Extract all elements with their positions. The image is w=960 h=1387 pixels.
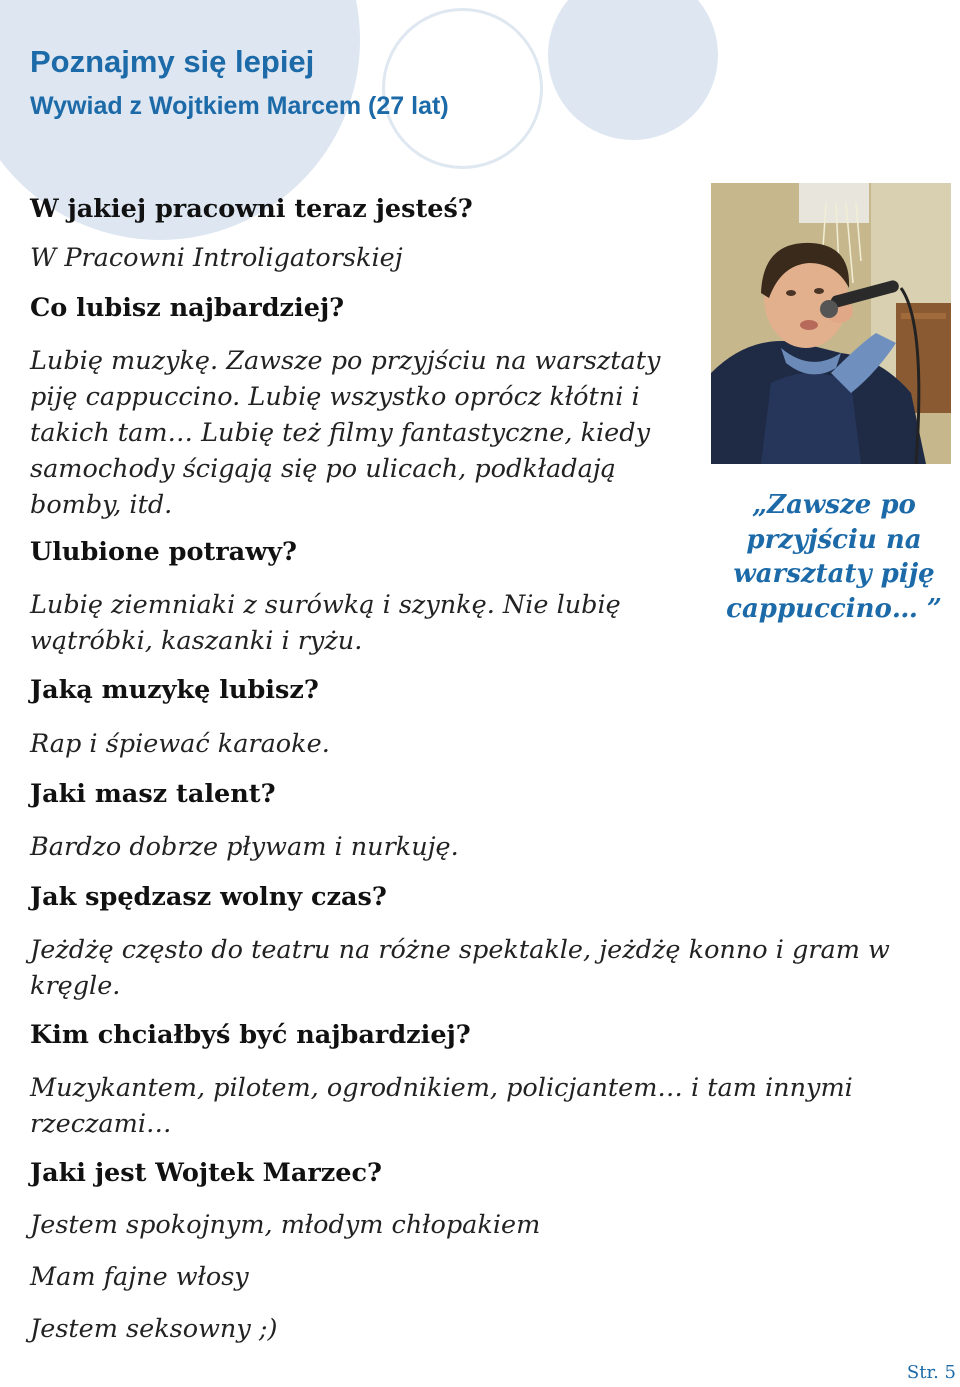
question-free-time: Jak spędzasz wolny czas? — [30, 882, 387, 912]
answer-free-time: Jeżdżę często do teatru na różne spektakle, jeżdżę konno i gram w kręgle. — [30, 935, 890, 1001]
portrait-photo-icon — [711, 183, 951, 464]
answer-food: Lubię ziemniaki z surówką i szynkę. Nie lubię wątróbki, kaszanki i ryżu. — [30, 590, 621, 656]
question-music: Jaką muzykę lubisz? — [30, 675, 319, 705]
question-food: Ulubione potrawy? — [30, 537, 297, 567]
answer-who-2: Mam fajne włosy — [30, 1262, 249, 1292]
answer-talent: Bardzo dobrze pływam i nurkuję. — [30, 832, 459, 862]
question-dream: Kim chciałbyś być najbardziej? — [30, 1020, 471, 1050]
question-talent: Jaki masz talent? — [30, 779, 276, 809]
answer-who-3: Jestem seksowny ;) — [30, 1314, 278, 1344]
decorative-circle-outline — [382, 8, 543, 169]
answer-who-1: Jestem spokojnym, młodym chłopakiem — [30, 1210, 541, 1240]
question-workshop: W jakiej pracowni teraz jesteś? — [30, 194, 473, 224]
question-likes: Co lubisz najbardziej? — [30, 293, 345, 323]
page-number: Str. 5 — [906, 1362, 956, 1383]
pull-quote: „Zawsze po przyjściu na warsztaty piję cappuccino… ” — [726, 490, 942, 624]
answer-dream: Muzykantem, pilotem, ogrodnikiem, policjantem… i tam innymi rzeczami… — [30, 1073, 853, 1139]
page-title: Poznajmy się lepiej — [30, 44, 315, 79]
answer-workshop: W Pracowni Introligatorskiej — [30, 243, 403, 273]
answer-likes: Lubię muzykę. Zawsze po przyjściu na warsztaty piję cappuccino. Lubię wszystko oprócz kłótni i takich tam… Lubię też filmy fantastyczne, kiedy samochody ścigają się po ulicach, podkładają bomby, itd. — [30, 346, 661, 520]
decorative-circle-right — [548, 0, 718, 140]
answer-music: Rap i śpiewać karaoke. — [30, 729, 330, 759]
page-subtitle: Wywiad z Wojtkiem Marcem (27 lat) — [30, 92, 449, 120]
question-who: Jaki jest Wojtek Marzec? — [30, 1158, 382, 1188]
